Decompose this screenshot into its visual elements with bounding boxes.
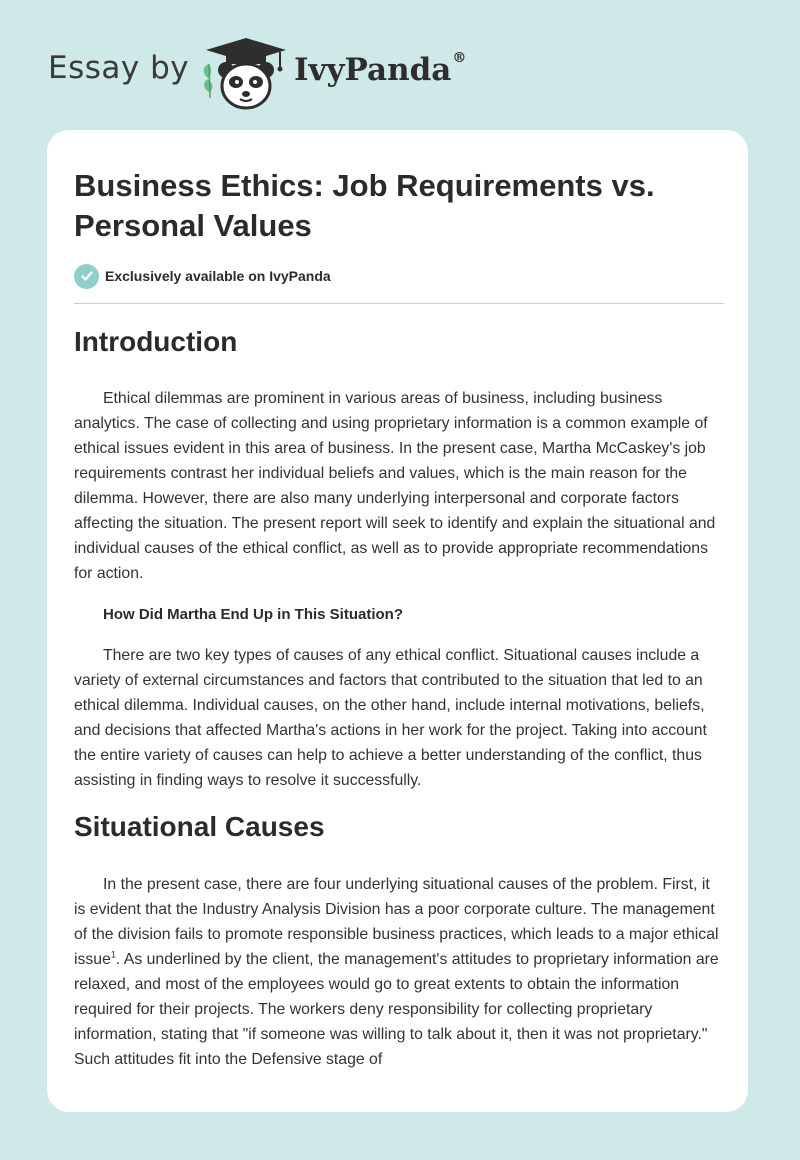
check-icon <box>74 264 99 289</box>
section-heading-introduction: Introduction <box>74 326 238 357</box>
title-divider <box>74 303 724 304</box>
subsection-heading-situation: How Did Martha End Up in This Situation? <box>103 606 403 623</box>
essay-card <box>47 130 748 1112</box>
brand-name[interactable] <box>294 52 466 88</box>
essay-by-label: Essay by <box>48 50 190 86</box>
situational-causes-paragraph <box>74 872 724 1072</box>
brand-text: IvyPanda <box>294 52 452 88</box>
situational-causes-text-2: . As underlined by the client, the management's attitudes to proprietary information are relaxed, and most of the employees would go to great extents to obtain the information required for their projects. The workers deny responsibility for collecting proprietary information, stating that "if someone was willing to talk about it, then it was not proprietary." Such attitudes fit into the Defensive stage of <box>74 951 719 1068</box>
situation-paragraph: There are two key types of causes of any ethical conflict. Situational causes include a variety of external circumstances and factors that contributed to the situation that led to an ethical dilemma. Individual causes, on the other hand, include internal motivations, beliefs, and decisions that affected Martha's actions in her work for the project. Taking into account the entire variety of causes can help to achieve a better understanding of the conflict, thus assisting in finding ways to resolve it successfully. <box>74 647 707 789</box>
page-title: Business Ethics: Job Requirements vs. Personal Values <box>74 168 655 243</box>
introduction-paragraph: Ethical dilemmas are prominent in various areas of business, including business analytics. The case of collecting and using proprietary information is a common example of ethical issues evident in this area of business. In the present case, Martha McCaskey's job requirements contrast her individual beliefs and values, which is the main reason for the dilemma. However, there are also many underlying interpersonal and corporate factors affecting the situation. The present report will seek to identify and explain the situational and individual causes of the ethical conflict, as well as to provide appropriate recommendations for action. <box>74 390 716 582</box>
section-heading-situational-causes: Situational Causes <box>74 811 325 842</box>
site-header <box>0 0 800 130</box>
registered-mark: ® <box>452 50 467 66</box>
situational-causes-text-1: In the present case, there are four underlying situational causes of the problem. First, it is evident that the Industry Analysis Division has a poor corporate culture. The management of the division fails to promote responsible business practices, which leads to a major ethical issue <box>74 876 719 968</box>
badge-text: Exclusively available on IvyPanda <box>105 268 331 284</box>
footnote-1[interactable]: 1 <box>110 949 116 960</box>
ivypanda-logo-icon[interactable] <box>200 36 290 110</box>
exclusive-badge <box>74 263 331 289</box>
